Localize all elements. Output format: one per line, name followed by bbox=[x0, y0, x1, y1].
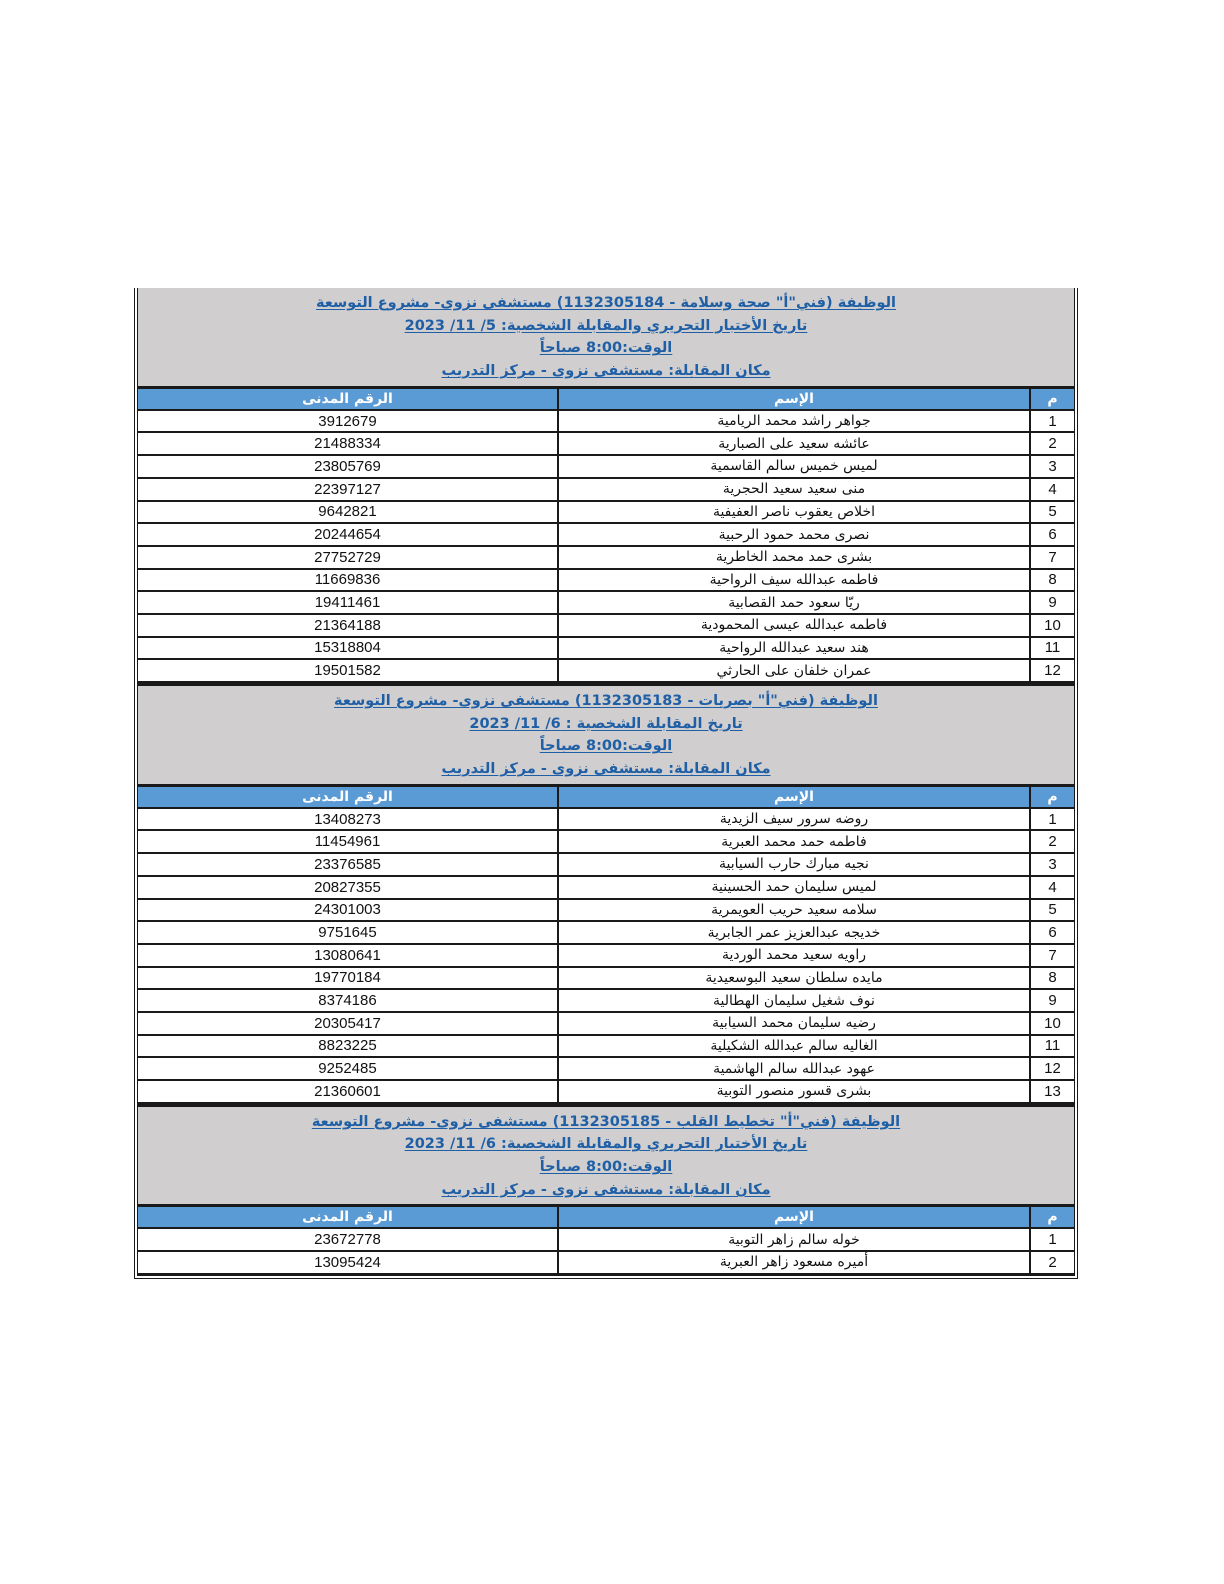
candidate-name: منى سعيد سعيد الحجرية bbox=[558, 478, 1030, 501]
table-row bbox=[138, 569, 1074, 592]
table-row bbox=[138, 921, 1074, 944]
row-number: 2 bbox=[1030, 830, 1074, 853]
candidate-name: جواهر راشد محمد الريامية bbox=[558, 410, 1030, 433]
row-number: 7 bbox=[1030, 546, 1074, 569]
candidate-name: أميره مسعود زاهر العبرية bbox=[558, 1251, 1030, 1274]
candidate-name: راويه سعيد محمد الوردية bbox=[558, 944, 1030, 967]
row-number: 4 bbox=[1030, 876, 1074, 899]
candidate-name: فاطمه عبدالله عيسى المحمودية bbox=[558, 614, 1030, 637]
civil-id: 3912679 bbox=[138, 410, 558, 433]
candidate-name: الغاليه سالم عبدالله الشكيلية bbox=[558, 1035, 1030, 1058]
candidate-name: لميس سليمان حمد الحسينية bbox=[558, 876, 1030, 899]
table-row bbox=[138, 659, 1074, 682]
job-title: الوظيفة (فني"أ" تخطيط القلب - 1132305185) مستشفى نزوى- مشروع التوسعة bbox=[311, 1113, 901, 1130]
interview-date: تاريخ الأختبار التحريري والمقابلة الشخصية: 6/ 11/ 2023 bbox=[404, 1136, 808, 1153]
candidate-name: بشرى قسور منصور التوبية bbox=[558, 1080, 1030, 1103]
row-number: 3 bbox=[1030, 853, 1074, 876]
table-row bbox=[138, 899, 1074, 922]
table-row bbox=[138, 1228, 1074, 1251]
civil-id: 23672778 bbox=[138, 1228, 558, 1251]
civil-id: 19411461 bbox=[138, 591, 558, 614]
candidate-name: نجيه مبارك حارب السيابية bbox=[558, 853, 1030, 876]
table-row bbox=[138, 546, 1074, 569]
civil-id: 21488334 bbox=[138, 432, 558, 455]
job-title: الوظيفة (فني"أ" صحة وسلامة - 1132305184) مستشفى نزوى- مشروع التوسعة bbox=[315, 295, 897, 311]
civil-id: 20244654 bbox=[138, 523, 558, 546]
table-row bbox=[138, 989, 1074, 1012]
column-header-civil-id: الرقم المدنى bbox=[138, 389, 558, 410]
table-row bbox=[138, 478, 1074, 501]
column-header-no: م bbox=[1030, 389, 1074, 410]
civil-id: 22397127 bbox=[138, 478, 558, 501]
civil-id: 23376585 bbox=[138, 853, 558, 876]
candidate-name: نصرى محمد حمود الرحبية bbox=[558, 523, 1030, 546]
row-number: 2 bbox=[1030, 432, 1074, 455]
column-header-name: الإسم bbox=[558, 1207, 1030, 1228]
civil-id: 9252485 bbox=[138, 1057, 558, 1080]
civil-id: 20827355 bbox=[138, 876, 558, 899]
candidate-name: نوف شغيل سليمان الهطالية bbox=[558, 989, 1030, 1012]
civil-id: 27752729 bbox=[138, 546, 558, 569]
interview-date: تاريخ المقابلة الشخصية : 6/ 11/ 2023 bbox=[469, 715, 743, 732]
row-number: 5 bbox=[1030, 899, 1074, 922]
row-number: 10 bbox=[1030, 1012, 1074, 1035]
candidate-name: خديجه عبدالعزيز عمر الجابرية bbox=[558, 921, 1030, 944]
table-header-row bbox=[138, 389, 1074, 410]
table-row bbox=[138, 432, 1074, 455]
row-number: 5 bbox=[1030, 501, 1074, 524]
table-row bbox=[138, 410, 1074, 433]
table-header-row bbox=[138, 1207, 1074, 1228]
table-row bbox=[138, 944, 1074, 967]
civil-id: 13408273 bbox=[138, 808, 558, 831]
candidate-name: بشرى حمد محمد الخاطرية bbox=[558, 546, 1030, 569]
table-row bbox=[138, 1035, 1074, 1058]
job-title: الوظيفة (فني"أ" بصريات - 1132305183) مستشفى نزوى- مشروع التوسعة bbox=[334, 693, 878, 709]
table-row bbox=[138, 1012, 1074, 1035]
candidate-name: رضيه سليمان محمد السيابية bbox=[558, 1012, 1030, 1035]
row-number: 2 bbox=[1030, 1251, 1074, 1274]
civil-id: 8374186 bbox=[138, 989, 558, 1012]
section-header bbox=[138, 683, 1074, 787]
column-header-civil-id: الرقم المدنى bbox=[138, 1207, 558, 1228]
interview-date: تاريخ الأختبار التحريري والمقابلة الشخصية: 5/ 11/ 2023 bbox=[404, 317, 808, 334]
civil-id: 13080641 bbox=[138, 944, 558, 967]
civil-id: 9751645 bbox=[138, 921, 558, 944]
row-number: 11 bbox=[1030, 637, 1074, 660]
row-number: 11 bbox=[1030, 1035, 1074, 1058]
civil-id: 8823225 bbox=[138, 1035, 558, 1058]
row-number: 1 bbox=[1030, 410, 1074, 433]
candidates-table bbox=[138, 389, 1074, 683]
table-row bbox=[138, 1080, 1074, 1103]
candidate-name: سلامه سعيد حريب العويمرية bbox=[558, 899, 1030, 922]
civil-id: 11454961 bbox=[138, 830, 558, 853]
row-number: 3 bbox=[1030, 455, 1074, 478]
civil-id: 19501582 bbox=[138, 659, 558, 682]
civil-id: 15318804 bbox=[138, 637, 558, 660]
table-row bbox=[138, 853, 1074, 876]
column-header-no: م bbox=[1030, 787, 1074, 808]
interview-place: مكان المقابلة: مستشفى نزوى - مركز التدريب bbox=[441, 363, 771, 380]
row-number: 12 bbox=[1030, 659, 1074, 682]
candidate-list-document bbox=[134, 288, 1078, 1279]
row-number: 6 bbox=[1030, 523, 1074, 546]
candidates-table bbox=[138, 1207, 1074, 1274]
row-number: 10 bbox=[1030, 614, 1074, 637]
civil-id: 23805769 bbox=[138, 455, 558, 478]
civil-id: 9642821 bbox=[138, 501, 558, 524]
candidates-table bbox=[138, 787, 1074, 1104]
table-row bbox=[138, 501, 1074, 524]
table-row bbox=[138, 830, 1074, 853]
candidate-name: فاطمه حمد محمد العبرية bbox=[558, 830, 1030, 853]
table-row bbox=[138, 808, 1074, 831]
candidate-name: عائشه سعيد على الصبارية bbox=[558, 432, 1030, 455]
row-number: 4 bbox=[1030, 478, 1074, 501]
table-row bbox=[138, 591, 1074, 614]
candidate-name: لميس خميس سالم القاسمية bbox=[558, 455, 1030, 478]
table-header-row bbox=[138, 787, 1074, 808]
job-section bbox=[138, 1104, 1074, 1275]
column-header-name: الإسم bbox=[558, 787, 1030, 808]
job-section bbox=[138, 288, 1074, 683]
candidate-name: مايده سلطان سعيد البوسعيدية bbox=[558, 967, 1030, 990]
section-header bbox=[138, 1104, 1074, 1208]
section-header bbox=[138, 288, 1074, 389]
table-row bbox=[138, 1251, 1074, 1274]
job-section bbox=[138, 683, 1074, 1104]
candidate-name: عهود عبدالله سالم الهاشمية bbox=[558, 1057, 1030, 1080]
row-number: 8 bbox=[1030, 967, 1074, 990]
candidate-name: روضه سرور سيف الزيدية bbox=[558, 808, 1030, 831]
candidate-name: هند سعيد عبدالله الرواحية bbox=[558, 637, 1030, 660]
row-number: 7 bbox=[1030, 944, 1074, 967]
candidate-name: فاطمه عبدالله سيف الرواحية bbox=[558, 569, 1030, 592]
civil-id: 20305417 bbox=[138, 1012, 558, 1035]
civil-id: 11669836 bbox=[138, 569, 558, 592]
civil-id: 21364188 bbox=[138, 614, 558, 637]
column-header-name: الإسم bbox=[558, 389, 1030, 410]
column-header-civil-id: الرقم المدنى bbox=[138, 787, 558, 808]
column-header-no: م bbox=[1030, 1207, 1074, 1228]
civil-id: 19770184 bbox=[138, 967, 558, 990]
table-row bbox=[138, 637, 1074, 660]
candidate-name: عمران خلفان على الحارثي bbox=[558, 659, 1030, 682]
interview-time: الوقت:8:00 صباحاً bbox=[539, 738, 673, 755]
civil-id: 24301003 bbox=[138, 899, 558, 922]
row-number: 1 bbox=[1030, 1228, 1074, 1251]
candidate-name: ريّا سعود حمد القصابية bbox=[558, 591, 1030, 614]
row-number: 1 bbox=[1030, 808, 1074, 831]
interview-time: الوقت:8:00 صباحاً bbox=[539, 340, 673, 357]
table-row bbox=[138, 876, 1074, 899]
candidate-name: اخلاص يعقوب ناصر العفيفية bbox=[558, 501, 1030, 524]
row-number: 8 bbox=[1030, 569, 1074, 592]
table-row bbox=[138, 455, 1074, 478]
table-row bbox=[138, 523, 1074, 546]
interview-place: مكان المقابلة: مستشفى نزوى - مركز التدريب bbox=[441, 1181, 771, 1198]
table-row bbox=[138, 614, 1074, 637]
interview-place: مكان المقابلة: مستشفى نزوى - مركز التدريب bbox=[441, 761, 771, 778]
civil-id: 21360601 bbox=[138, 1080, 558, 1103]
row-number: 12 bbox=[1030, 1057, 1074, 1080]
interview-time: الوقت:8:00 صباحاً bbox=[539, 1159, 673, 1176]
row-number: 9 bbox=[1030, 989, 1074, 1012]
table-row bbox=[138, 967, 1074, 990]
table-row bbox=[138, 1057, 1074, 1080]
row-number: 9 bbox=[1030, 591, 1074, 614]
row-number: 13 bbox=[1030, 1080, 1074, 1103]
candidate-name: خوله سالم زاهر التوبية bbox=[558, 1228, 1030, 1251]
row-number: 6 bbox=[1030, 921, 1074, 944]
civil-id: 13095424 bbox=[138, 1251, 558, 1274]
